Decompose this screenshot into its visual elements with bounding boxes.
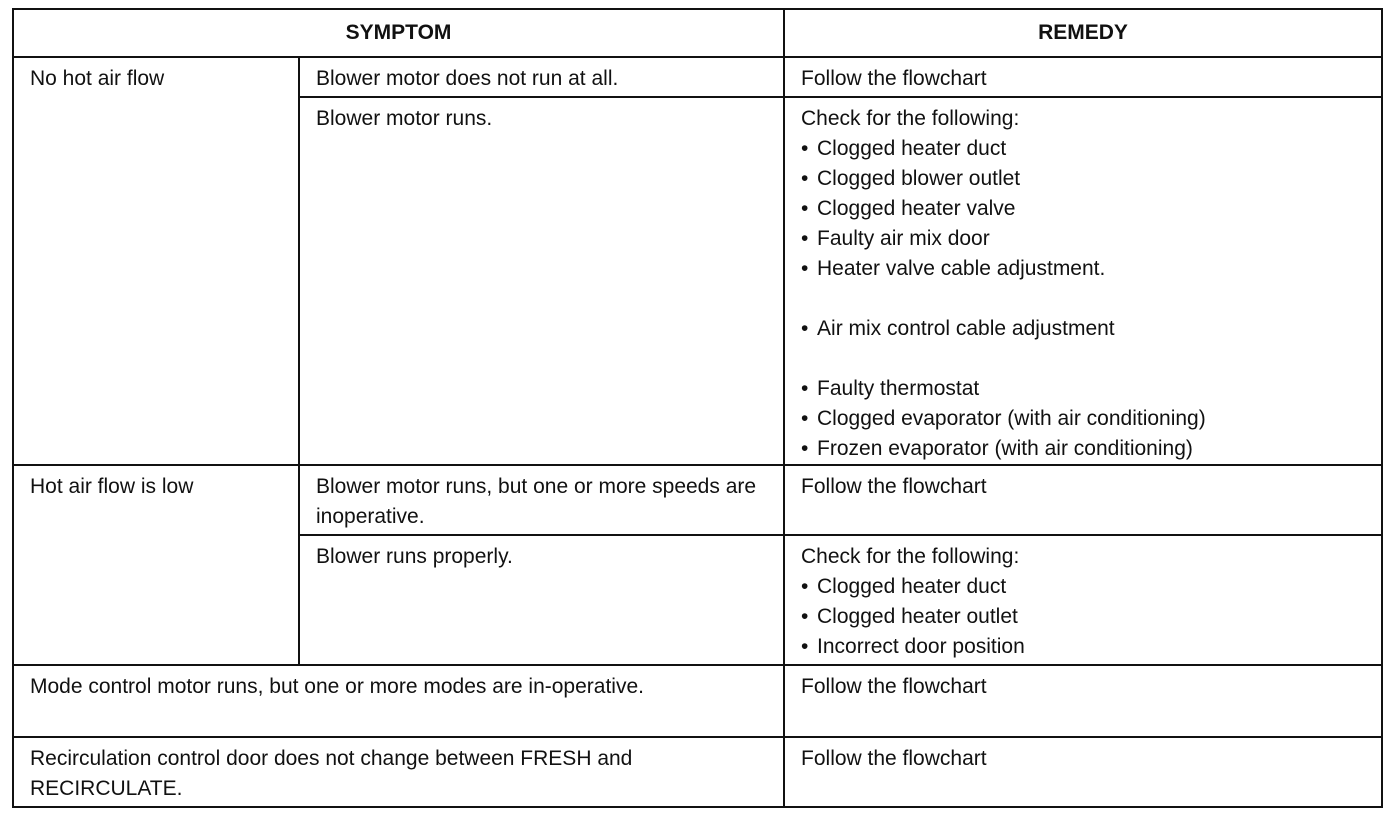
list-item bbox=[801, 164, 1367, 194]
table-row bbox=[13, 737, 1382, 807]
condition-cell bbox=[299, 465, 784, 535]
table-row bbox=[13, 57, 1382, 97]
symptom-cell bbox=[13, 57, 299, 465]
list-item-text: Clogged heater outlet bbox=[817, 605, 1018, 628]
bullet-icon: • bbox=[801, 317, 809, 340]
condition-text: Blower runs properly. bbox=[316, 545, 513, 568]
list-item-text: Clogged heater duct bbox=[817, 575, 1007, 598]
list-item-text: Clogged blower outlet bbox=[817, 167, 1021, 190]
condition-cell bbox=[299, 535, 784, 665]
list-item bbox=[801, 224, 1367, 254]
list-item bbox=[801, 374, 1367, 404]
bullet-icon: • bbox=[801, 137, 809, 160]
symptom-cell bbox=[13, 665, 784, 737]
bullet-icon: • bbox=[801, 635, 809, 658]
remedy-cell bbox=[784, 465, 1382, 535]
symptom-text: Recirculation control door does not change between FRESH and RECIRCULATE. bbox=[30, 747, 633, 800]
list-item bbox=[801, 194, 1367, 224]
bullet-icon: • bbox=[801, 227, 809, 250]
remedy-cell bbox=[784, 665, 1382, 737]
bullet-icon: • bbox=[801, 197, 809, 220]
list-item-text: Clogged heater valve bbox=[817, 197, 1016, 220]
list-item-text: Faulty thermostat bbox=[817, 377, 980, 400]
list-item-text: Incorrect door position bbox=[817, 635, 1025, 658]
remedy-cell bbox=[784, 535, 1382, 665]
remedy-checklist bbox=[801, 572, 1367, 662]
remedy-text: Follow the flowchart bbox=[801, 475, 987, 498]
list-item-text: Faulty air mix door bbox=[817, 227, 990, 250]
symptom-cell bbox=[13, 465, 299, 665]
bullet-icon: • bbox=[801, 437, 809, 460]
condition-text: Blower motor runs, but one or more speeds are inoperative. bbox=[316, 475, 757, 528]
symptom-header: SYMPTOM bbox=[13, 9, 784, 57]
bullet-icon: • bbox=[801, 575, 809, 598]
condition-text: Blower motor runs. bbox=[316, 107, 493, 130]
list-item-text: Air mix control cable adjustment bbox=[817, 317, 1115, 340]
remedy-header: REMEDY bbox=[784, 9, 1382, 57]
symptom-text: Hot air flow is low bbox=[30, 475, 194, 498]
remedy-cell bbox=[784, 97, 1382, 465]
list-item bbox=[801, 254, 1367, 284]
symptom-cell bbox=[13, 737, 784, 807]
remedy-intro: Check for the following: bbox=[801, 545, 1020, 568]
remedy-text: Follow the flowchart bbox=[801, 675, 987, 698]
list-item bbox=[801, 434, 1367, 464]
list-item-text: Heater valve cable adjustment. bbox=[817, 257, 1106, 280]
bullet-icon: • bbox=[801, 167, 809, 190]
table-header-row bbox=[13, 9, 1382, 57]
bullet-icon: • bbox=[801, 407, 809, 430]
symptom-text: No hot air flow bbox=[30, 67, 165, 90]
list-item-text: Clogged evaporator (with air conditioning) bbox=[817, 407, 1206, 430]
troubleshooting-table bbox=[12, 8, 1383, 808]
condition-cell bbox=[299, 57, 784, 97]
condition-text: Blower motor does not run at all. bbox=[316, 67, 619, 90]
list-item bbox=[801, 602, 1367, 632]
list-item bbox=[801, 632, 1367, 662]
condition-cell bbox=[299, 97, 784, 465]
bullet-icon: • bbox=[801, 377, 809, 400]
bullet-icon: • bbox=[801, 605, 809, 628]
remedy-cell bbox=[784, 737, 1382, 807]
table-row bbox=[13, 665, 1382, 737]
bullet-icon: • bbox=[801, 257, 809, 280]
list-item bbox=[801, 134, 1367, 164]
list-item-text: Clogged heater duct bbox=[817, 137, 1007, 160]
remedy-cell bbox=[784, 57, 1382, 97]
remedy-checklist bbox=[801, 134, 1367, 464]
remedy-text: Follow the flowchart bbox=[801, 67, 987, 90]
remedy-intro: Check for the following: bbox=[801, 107, 1020, 130]
list-item bbox=[801, 404, 1367, 434]
remedy-text: Follow the flowchart bbox=[801, 747, 987, 770]
symptom-text: Mode control motor runs, but one or more modes are in-operative. bbox=[30, 675, 644, 698]
list-item-text: Frozen evaporator (with air conditioning) bbox=[817, 437, 1193, 460]
table-row bbox=[13, 465, 1382, 535]
list-item bbox=[801, 572, 1367, 602]
list-item bbox=[801, 314, 1367, 344]
